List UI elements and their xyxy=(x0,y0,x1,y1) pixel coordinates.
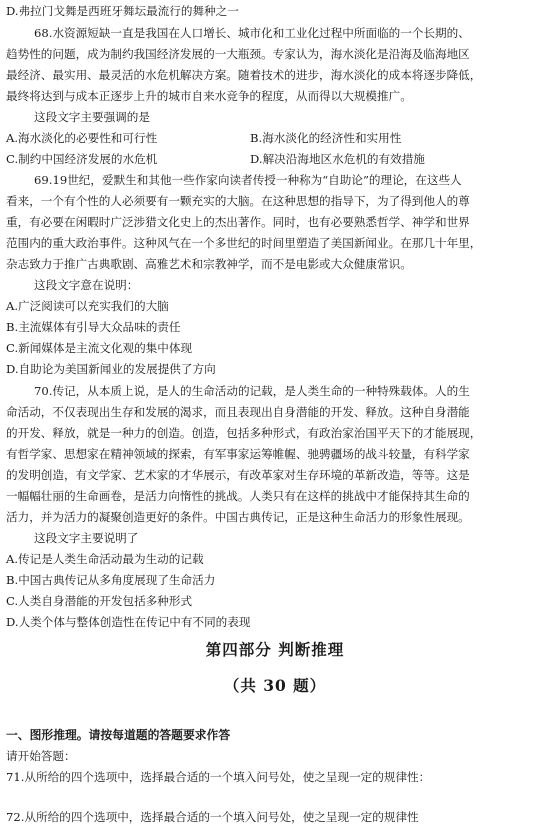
q71-text: 71.从所给的四个选项中，选择最合适的一个填入问号处，使之呈现一定的规律性： xyxy=(6,770,431,784)
q70-text-line: 70.传记，从本质上说，是人的生命活动的记载，是人类生命的一种特殊载体。人的生 xyxy=(34,384,470,398)
q69-option-d: D.自助论为美国新闻业的发展提供了方向 xyxy=(6,362,216,376)
part-title: 第四部分 判断推理 xyxy=(205,640,345,659)
q68-text-line: 68.水资源短缺一直是我国在人口增长、城市化和工业化过程中所面临的一个长期的、 xyxy=(34,26,470,40)
section-heading: 一、图形推理。请按每道题的答题要求作答 xyxy=(6,728,231,742)
q68-text-line: 最经济、最实用、最灵活的水危机解决方案。随着技术的进步，海水淡化的成本将逐步降低， xyxy=(6,68,482,82)
q69-option-b: B.主流媒体有引导大众品味的责任 xyxy=(6,320,181,334)
q70-option-b: B.中国古典传记从多角度展现了生命活力 xyxy=(6,573,216,587)
q69-option-a: A.广泛阅读可以充实我们的大脑 xyxy=(6,299,169,313)
q69-text-line: 杂志致力于推广古典歌剧、高雅艺术和宗教神学，而不是电影或大众健康常识。 xyxy=(6,257,412,271)
q70-text-line: 的发明创造，有文学家、艺术家的才华展示，有改革家对生存环境的革新改造，等等。这是 xyxy=(6,468,470,482)
q70-text-line: 一幅幅壮丽的生命画卷，是活力向惰性的挑战。人类只有在这样的挑战中才能保持其生命的 xyxy=(6,489,470,503)
q68-text-line: 最终将达到与成本正逐步上升的城市自来水竞争的程度，从而得以大规模推广。 xyxy=(6,89,412,103)
q68-options-row xyxy=(0,149,550,169)
q68-options-row xyxy=(0,128,550,148)
q69-text-line: 重，有必要在闲暇时广泛涉猎文化史上的杰出著作。同时，也有必要熟悉哲学、神学和世界 xyxy=(6,215,470,229)
q70-text-line: 的开发、释放，就是一种力的创造。创造，包括多种形式，有政治家治国平天下的才能展现， xyxy=(6,426,482,440)
q68-option-a: A.海水淡化的必要性和可行性 xyxy=(6,131,158,145)
part-question-count: （共 30 题） xyxy=(223,676,327,695)
q68-option-d: D.解决沿海地区水危机的有效措施 xyxy=(250,152,425,166)
q70-text-line: 活力，并为活力的凝聚创造更好的条件。中国古典传记，正是这种生命活力的形象性展现。 xyxy=(6,510,470,524)
q68-option-c: C.制约中国经济发展的水危机 xyxy=(6,152,158,166)
q70-text-line: 命活动，不仅表现出生存和发展的渴求，而且表现出自身潜能的开发、释放。这种自身潜能 xyxy=(6,405,470,419)
q68-text-line: 趋势性的问题，成为制约我国经济发展的一大瓶颈。专家认为，海水淡化是沿海及临海地区 xyxy=(6,47,470,61)
q69-option-c: C.新闻媒体是主流文化观的集中体现 xyxy=(6,341,193,355)
q70-option-a: A.传记是人类生命活动最为生动的记载 xyxy=(6,552,204,566)
q69-prompt: 这段文字意在说明： xyxy=(34,278,139,292)
q69-text-line: 69.19世纪，爱默生和其他一些作家向读者传授一种称为“自助论”的理论，在这些人 xyxy=(34,173,462,187)
q68-option-b: B.海水淡化的经济性和实用性 xyxy=(250,131,402,145)
q69-text-line: 范围内的重大政治事件。这种风气在一个多世纪的时间里塑造了美国新闻业。在那几十年里， xyxy=(6,236,482,250)
q70-option-d: D.人类个体与整体创造性在传记中有不同的表现 xyxy=(6,615,251,629)
q70-option-c: C.人类自身潜能的开发包括多种形式 xyxy=(6,594,193,608)
q69-text-line: 看来，一个有个性的人必须要有一颗充实的大脑。在这种思想的指导下，为了得到他人的尊 xyxy=(6,194,470,208)
q70-prompt: 这段文字主要说明了 xyxy=(34,531,139,545)
start-prompt: 请开始答题： xyxy=(6,749,76,763)
q70-text-line: 有哲学家、思想家在精神领域的探索，有军事家运筹帷幄、驰骋疆场的战斗较量，有科学家 xyxy=(6,447,470,461)
q68-prompt: 这段文字主要强调的是 xyxy=(34,110,150,124)
q72-text: 72.从所给的四个选项中，选择最合适的一个填入问号处，使之呈现一定的规律性 xyxy=(6,810,419,824)
q67-option-d: D.弗拉门戈舞是西班牙舞坛最流行的舞种之一 xyxy=(6,4,239,18)
